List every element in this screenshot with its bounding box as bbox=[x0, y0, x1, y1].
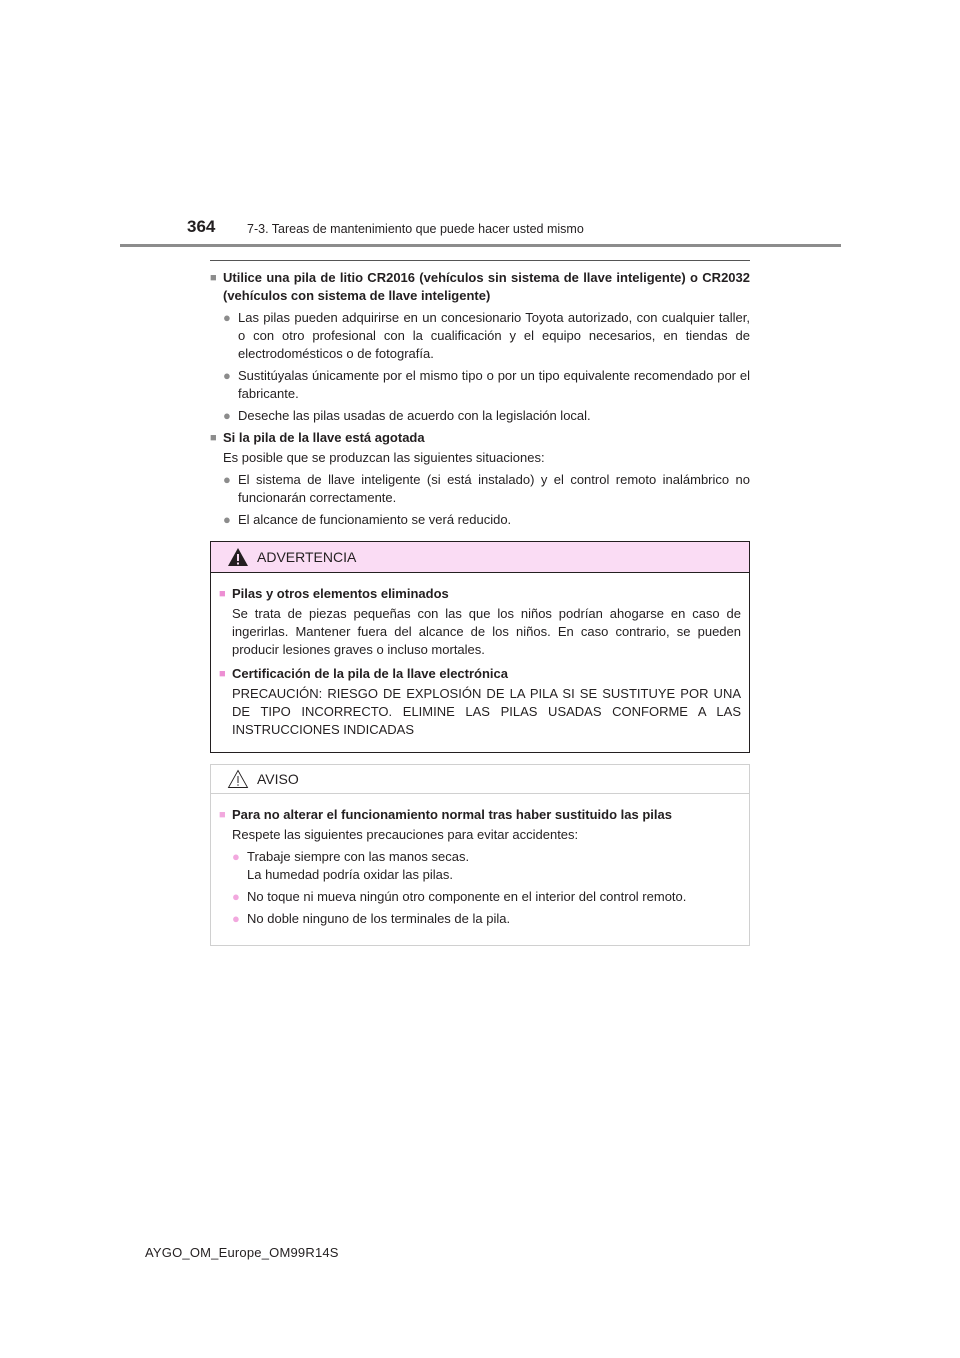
warning-triangle-icon bbox=[227, 547, 249, 567]
warning-body bbox=[211, 573, 749, 739]
notice-box bbox=[210, 764, 750, 946]
list-item: ● Sustitúyalas únicamente por el mismo tipo o por un tipo equivalente recomendado por el fabricante. bbox=[223, 368, 750, 401]
list-item: ● No doble ninguno de los terminales de la pila. bbox=[232, 911, 511, 926]
list-item: ● Deseche las pilas usadas de acuerdo con la legislación local. bbox=[223, 408, 591, 423]
circle-bullet-icon: ● bbox=[223, 408, 231, 423]
content-top-rule bbox=[210, 260, 750, 261]
warning-item-text: Se trata de piezas pequeñas con las que los niños podrían ahogarse en caso de ingerirlas. Mantener fuera del alcance de los niños. En caso contrario, se pueden producir lesiones graves o incluso mortales. bbox=[232, 606, 741, 657]
circle-bullet-icon: ● bbox=[223, 310, 231, 325]
header-rule bbox=[120, 244, 841, 247]
circle-bullet-icon: ● bbox=[232, 889, 240, 904]
list-item: ● El alcance de funcionamiento se verá reducido. bbox=[223, 512, 512, 527]
square-bullet-icon: ■ bbox=[210, 432, 217, 444]
section-intro: Es posible que se produzcan las siguientes situaciones: bbox=[223, 450, 545, 465]
list-item: ● Trabaje siempre con las manos secas. La humedad podría oxidar las pilas. bbox=[232, 849, 470, 882]
section-heading: ■ Utilice una pila de litio CR2016 (vehículos sin sistema de llave inteligente) o CR2032 (vehículos con sistema de llave inteligente) bbox=[210, 270, 750, 303]
square-bullet-icon: ■ bbox=[219, 809, 226, 821]
main-content bbox=[210, 266, 750, 529]
square-bullet-icon: ■ bbox=[210, 272, 217, 284]
caution-triangle-outline-icon bbox=[227, 769, 249, 789]
list-item: ● El sistema de llave inteligente (si está instalado) y el control remoto inalámbrico no funcionarán correctamente. bbox=[223, 472, 750, 505]
circle-bullet-icon: ● bbox=[232, 911, 240, 926]
notice-title: AVISO bbox=[257, 771, 299, 787]
footer-doc-id: AYGO_OM_Europe_OM99R14S bbox=[145, 1245, 339, 1260]
page-number: 364 bbox=[187, 217, 216, 236]
list-item: ● No toque ni mueva ningún otro componente en el interior del control remoto. bbox=[232, 889, 687, 904]
section-heading: ■ Si la pila de la llave está agotada bbox=[210, 430, 425, 445]
warning-header bbox=[211, 542, 749, 573]
circle-bullet-icon: ● bbox=[232, 849, 240, 864]
circle-bullet-icon: ● bbox=[223, 512, 231, 527]
square-bullet-icon: ■ bbox=[219, 588, 226, 600]
list-item: ● Las pilas pueden adquirirse en un concesionario Toyota autorizado, con cualquier taller, o con otro profesional con la cualificación y el equipo necesarios, en tiendas de electrodomésticos o de fotografía. bbox=[223, 310, 750, 361]
warning-item-text: PRECAUCIÓN: RIESGO DE EXPLOSIÓN DE LA PILA SI SE SUSTITUYE POR UNA DE TIPO INCORRECTO. ELIMINE LAS PILAS USADAS CONFORME A LAS INSTRUCCIONES INDICADAS bbox=[232, 686, 741, 737]
warning-box bbox=[210, 541, 750, 753]
warning-title: ADVERTENCIA bbox=[257, 549, 357, 565]
warning-item-heading: ■ Certificación de la pila de la llave electrónica bbox=[219, 666, 509, 681]
notice-intro: Respete las siguientes precauciones para evitar accidentes: bbox=[232, 827, 579, 842]
notice-header bbox=[211, 765, 749, 794]
warning-item-heading: ■ Pilas y otros elementos eliminados bbox=[219, 586, 449, 601]
circle-bullet-icon: ● bbox=[223, 472, 231, 487]
notice-body bbox=[211, 794, 749, 928]
square-bullet-icon: ■ bbox=[219, 668, 226, 680]
circle-bullet-icon: ● bbox=[223, 368, 231, 383]
section-title: 7-3. Tareas de mantenimiento que puede hacer usted mismo bbox=[247, 222, 584, 236]
notice-heading: ■ Para no alterar el funcionamiento normal tras haber sustituido las pilas bbox=[219, 807, 672, 822]
